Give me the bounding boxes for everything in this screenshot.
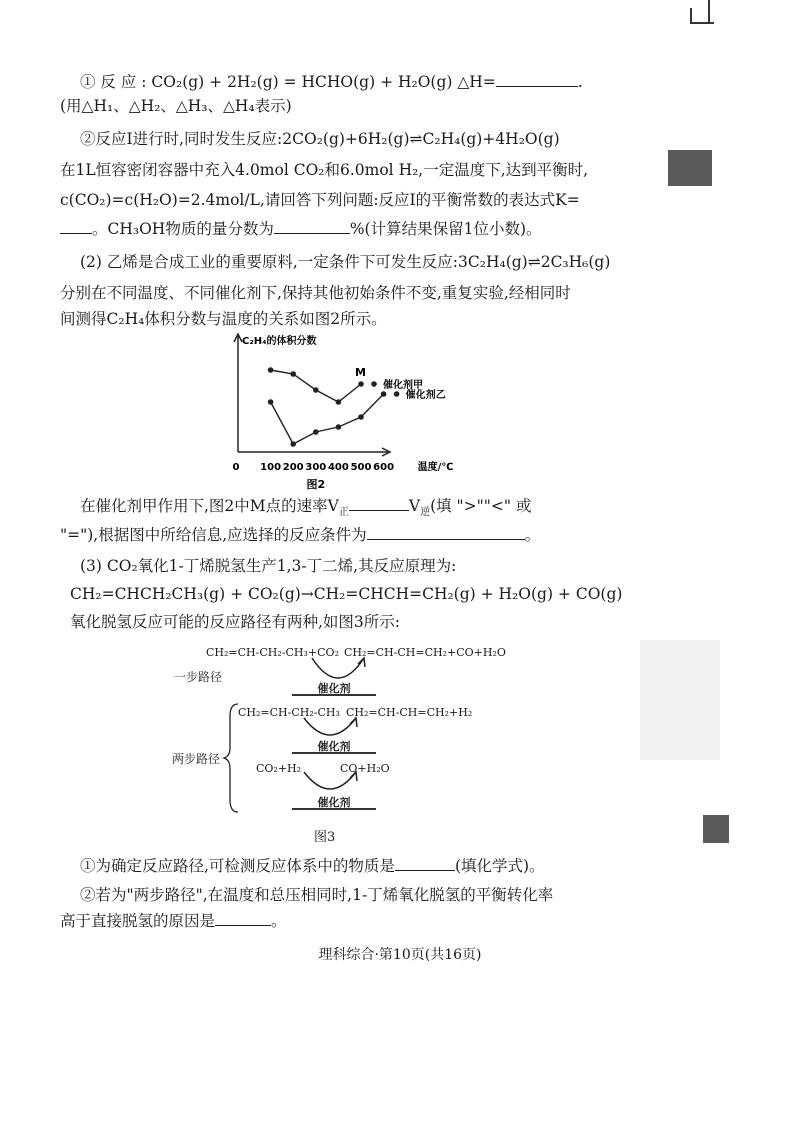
figure-3: [160, 640, 520, 845]
q3-line1: (3) CO₂氧化1-丁烯脱氢生产1,3-丁二烯,其反应原理为:: [80, 557, 457, 575]
x-tick-label: 0: [232, 462, 240, 473]
x-tick-label: 200: [282, 462, 304, 473]
page-footer: 理科综合·第10页(共16页): [318, 947, 482, 963]
q2-line3: 间测得C₂H₄体积分数与温度的关系如图2所示。: [60, 310, 387, 328]
x-axis-label: 温度/℃: [417, 462, 454, 473]
q1-line6: 。CH₃OH物质的量分数为 %(计算结果保留1位小数)。: [60, 219, 542, 239]
corner-mark-2: [708, 0, 710, 22]
series-point-0: [313, 387, 319, 393]
answer-blank-species[interactable]: [395, 856, 455, 871]
figure-2-chart: [0, 330, 800, 490]
x-tick-label: 500: [350, 462, 372, 473]
answer-blank-rate[interactable]: [349, 496, 409, 511]
series-point-1: [313, 429, 319, 435]
two-step-brace: [222, 702, 242, 814]
q1-line4: 在1L恒容密闭容器中充入4.0mol CO₂和6.0mol H₂,一定温度下,达到平衡时,: [60, 161, 589, 179]
two-step-r2: CO₂+H₂: [256, 762, 302, 775]
two-step-r1: CH₂=CH-CH₂-CH₃: [238, 706, 340, 719]
series-point-0: [290, 371, 296, 377]
answer-blank-reason[interactable]: [215, 911, 271, 926]
corner-mark: [690, 8, 714, 24]
q1-line3: ②反应Ⅰ进行时,同时发生反应:2CO₂(g)+6H₂(g)⇌C₂H₄(g)+4H₂O(g): [80, 130, 560, 148]
q3-line2: CH₂=CHCH₂CH₃(g) + CO₂(g)→CH₂=CHCH=CH₂(g) + H₂O(g) + CO(g): [70, 585, 623, 603]
q2-after1: 在催化剂甲作用下,图2中M点的速率$V_正$ $V_逆$(填 ">""<" 或: [80, 497, 532, 519]
series-line-0: [271, 370, 361, 402]
scan-mark-bottom: [703, 815, 729, 843]
point-annotation: M: [355, 366, 366, 379]
answer-blank-condition[interactable]: [367, 525, 525, 540]
two-step-label: 两步路径: [172, 752, 221, 766]
catalyst-1: 催化剂: [292, 680, 376, 696]
q2-after2: "="),根据图中所给信息,应选择的反应条件为 。: [60, 526, 541, 544]
two-step-p2: CO+H₂O: [340, 762, 390, 775]
figure-3-caption: 图3: [314, 830, 336, 845]
scan-mark-top: [668, 150, 712, 186]
two-step-p1: CH₂=CH-CH=CH₂+H₂: [346, 706, 473, 719]
answer-blank-dH[interactable]: [496, 72, 578, 87]
chart-caption: 图2: [306, 478, 326, 490]
legend-marker-0: [371, 381, 377, 387]
y-axis-label: C₂H₄的体积分数: [242, 336, 317, 347]
x-tick-label: 600: [373, 462, 395, 473]
q1-line2: (用△H₁、△H₂、△H₃、△H₄表示): [60, 97, 292, 115]
series-point-1: [336, 424, 342, 430]
q1-line1: ① 反 应 : CO₂(g) + 2H₂(g) = HCHO(g) + H₂O(g) △H= .: [80, 73, 583, 91]
q3-sub2-line1: ②若为"两步路径",在温度和总压相同时,1-丁烯氧化脱氢的平衡转化率: [80, 886, 554, 904]
catalyst-2: 催化剂: [292, 738, 376, 754]
one-step-reactant: CH₂=CH-CH₂-CH₃+CO₂: [206, 646, 339, 659]
q2-line1: (2) 乙烯是合成工业的重要原料,一定条件下可发生反应:3C₂H₄(g)⇌2C₃H₆(g): [80, 253, 611, 271]
x-tick-label: 400: [327, 462, 349, 473]
series-point-0: [358, 381, 364, 387]
q3-sub1: ①为确定反应路径,可检测反应体系中的物质是 (填化学式)。: [80, 857, 545, 875]
series-point-1: [381, 391, 387, 397]
q2-line2: 分别在不同温度、不同催化剂下,保持其他初始条件不变,重复实验,经相同时: [60, 284, 571, 302]
series-point-1: [268, 399, 274, 405]
series-point-1: [290, 441, 296, 447]
q3-line3: 氧化脱氢反应可能的反应路径有两种,如图3所示:: [70, 613, 401, 631]
catalyst-3: 催化剂: [292, 794, 376, 810]
series-line-1: [271, 394, 384, 444]
q3-sub2-line2: 高于直接脱氢的原因是 。: [60, 912, 287, 930]
legend-label-1: 催化剂乙: [405, 390, 446, 401]
legend-marker-1: [394, 391, 400, 397]
x-tick-label: 300: [305, 462, 327, 473]
series-point-0: [268, 367, 274, 373]
legend-label-0: 催化剂甲: [383, 380, 423, 391]
answer-blank-K[interactable]: [60, 219, 92, 234]
answer-blank-fraction[interactable]: [274, 219, 350, 234]
q1-line5: c(CO₂)=c(H₂O)=2.4mol/L,请回答下列问题:反应Ⅰ的平衡常数的表达式K=: [60, 191, 580, 209]
series-point-0: [336, 399, 342, 405]
one-step-label: 一步路径: [174, 670, 223, 684]
series-point-1: [358, 414, 364, 420]
x-tick-label: 100: [260, 462, 282, 473]
one-step-product: CH₂=CH-CH=CH₂+CO+H₂O: [344, 646, 506, 659]
bleed-through: [640, 640, 720, 760]
